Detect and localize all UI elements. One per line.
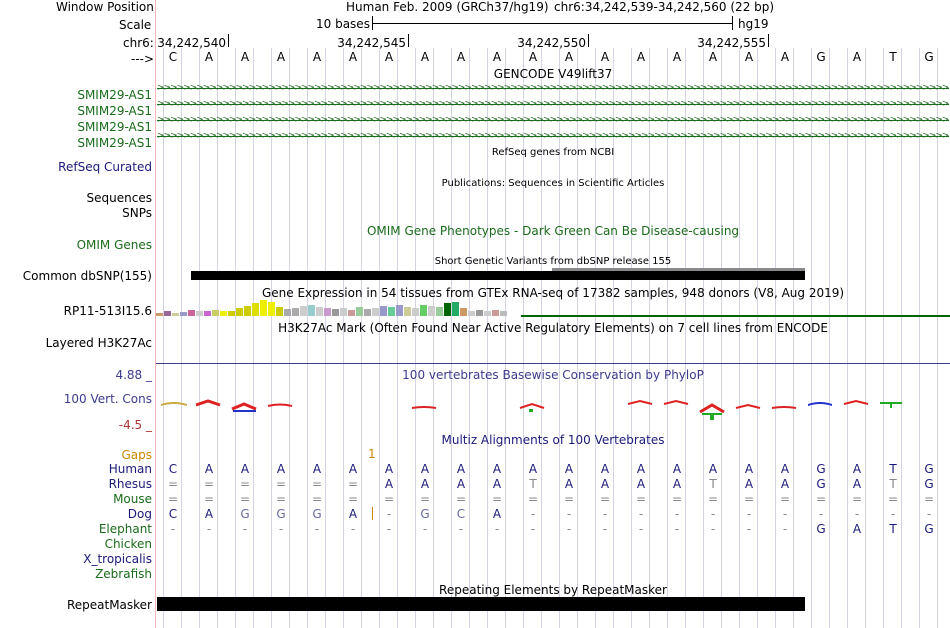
gtex-tissue-bar[interactable] [436,307,443,316]
alignment-base: - [314,522,320,536]
gencode-title: GENCODE V49lift37 [493,67,613,81]
phylop-logo [156,398,950,422]
alignment-base: A [384,462,394,476]
gtex-tissue-bar[interactable] [364,309,371,316]
alignment-base: - [890,507,896,521]
gtex-tissue-bar[interactable] [260,300,267,316]
cons-max-label: 4.88 _ [115,368,152,382]
gtex-tissue-bar[interactable] [196,311,203,316]
gtex-tissue-bar[interactable] [180,312,187,316]
gencode-transcript-arrows [157,132,949,141]
h3k27-label[interactable]: Layered H3K27Ac [45,336,152,350]
scale-text: 10 bases [316,17,370,31]
alignment-base: - [242,522,248,536]
alignment-base: A [492,462,502,476]
alignment-base: A [348,507,358,521]
alignment-base: C [168,507,178,521]
sequence-base: A [240,50,250,64]
sequences-label[interactable]: Sequences [86,191,152,205]
alignment-base: - [602,522,608,536]
gtex-tissue-bar[interactable] [284,309,291,316]
gtex-tissue-bar[interactable] [292,308,299,316]
alignment-base: - [206,522,212,536]
alignment-base: A [708,462,718,476]
assembly-text: Human Feb. 2009 (GRCh37/hg19) [346,0,549,14]
gtex-tissue-bar[interactable] [316,307,323,316]
alignment-base: = [347,477,359,491]
alignment-base: A [312,462,322,476]
alignment-base: = [599,492,611,506]
alignment-base: A [564,462,574,476]
snps-label[interactable]: SNPs [122,206,152,220]
species-label[interactable]: Human [108,462,152,476]
sequence-base: A [744,50,754,64]
alignment-base: = [347,492,359,506]
species-label[interactable]: Dog [127,507,152,521]
sequence-base: A [348,50,358,64]
alignment-base: A [780,462,790,476]
alignment-base: A [672,477,682,491]
refseq-label[interactable]: RefSeq Curated [58,160,152,174]
alignment-base: = [311,477,323,491]
alignment-base: - [746,522,752,536]
sequence-base: A [600,50,610,64]
alignment-base: A [420,477,430,491]
alignment-base: - [818,507,824,521]
sequence-base: G [924,50,934,64]
h3k27-baseline [156,363,950,364]
gtex-tissue-bar[interactable] [420,305,427,316]
alignment-base: = [275,492,287,506]
dbsnp-variant-bar[interactable] [191,271,805,280]
sequence-base: A [384,50,394,64]
window-position-label: Window Position [56,0,154,14]
alignment-base: G [924,477,934,491]
sequence-base: A [420,50,430,64]
alignment-base: G [924,462,934,476]
gencode-transcript-label[interactable]: SMIM29-AS1 [77,104,152,118]
alignment-base: A [492,477,502,491]
sequence-base: A [204,50,214,64]
alignment-base: - [746,507,752,521]
gtex-label[interactable]: RP11-513I15.6 [63,304,152,318]
alignment-base: = [239,477,251,491]
gtex-tissue-bar[interactable] [228,311,235,316]
gtex-tissue-bar[interactable] [244,306,251,316]
alignment-base: G [816,522,826,536]
alignment-base: G [924,522,934,536]
gtex-tissue-bar[interactable] [212,310,219,316]
alignment-base: - [278,522,284,536]
gtex-tissue-bar[interactable] [332,309,339,316]
alignment-base: A [600,477,610,491]
alignment-base: - [926,507,932,521]
ruler-tick-label: 34,242,540 [157,36,226,50]
alignment-base: - [638,522,644,536]
gtex-tissue-bar[interactable] [428,306,435,316]
gtex-tissue-bar[interactable] [276,307,283,316]
gencode-transcript-label[interactable]: SMIM29-AS1 [77,120,152,134]
alignment-base: A [492,507,502,521]
alignment-base: T [889,522,897,536]
alignment-base: = [239,492,251,506]
alignment-base: = [203,492,215,506]
gtex-tissue-bar[interactable] [220,311,227,316]
gap-insertion-bar [372,507,373,520]
alignment-base: A [420,462,430,476]
alignment-base: - [422,522,428,536]
gtex-tissue-bar[interactable] [404,307,411,316]
alignment-base: - [170,522,176,536]
gtex-tissue-bar[interactable] [348,310,355,316]
alignment-base: = [851,492,863,506]
sequence-base: A [564,50,574,64]
gtex-tissue-bar[interactable] [372,308,379,316]
sequence-base: C [168,50,178,64]
alignment-base: = [167,477,179,491]
alignment-base: - [530,507,536,521]
alignment-base: A [636,477,646,491]
omim-label[interactable]: OMIM Genes [76,238,152,252]
alignment-base: = [671,492,683,506]
gtex-tissue-bar[interactable] [340,308,347,316]
gtex-tissue-bar[interactable] [324,308,331,316]
ruler-tick-mark [768,34,769,47]
sequence-base: T [889,50,897,64]
ruler-tick-mark [408,34,409,47]
gtex-tissue-bar[interactable] [468,311,475,316]
gtex-tissue-bar[interactable] [444,303,451,316]
gtex-tissue-bar[interactable] [268,302,275,316]
alignment-base: = [455,492,467,506]
gtex-tissue-bar[interactable] [236,308,243,316]
scale-label: Scale [119,18,152,32]
repeat-element-bar[interactable] [157,597,805,611]
alignment-base: A [564,477,574,491]
alignment-base: = [923,492,935,506]
alignment-base: A [780,477,790,491]
alignment-base: A [348,462,358,476]
alignment-base: = [275,477,287,491]
alignment-base: - [494,522,500,536]
gtex-title: Gene Expression in 54 tissues from GTEx RNA-seq of 17382 samples, 948 donors (V8, Aug 2019) [261,286,845,300]
gaps-label: Gaps [121,448,152,462]
repeat-label[interactable]: RepeatMasker [66,598,152,612]
gtex-baseline [521,315,950,317]
gtex-tissue-bar[interactable] [204,311,211,316]
gtex-tissue-bar[interactable] [380,306,387,316]
sequence-base: A [528,50,538,64]
refseq-title: RefSeq genes from NCBI [491,147,615,158]
species-label[interactable]: Elephant [98,522,152,536]
gtex-tissue-bar[interactable] [164,311,171,316]
cons-min-label: -4.5 _ [118,418,152,432]
sequence-base: A [852,50,862,64]
alignment-base: A [528,462,538,476]
alignment-base: A [672,462,682,476]
alignment-base: = [167,492,179,506]
alignment-base: - [386,507,392,521]
sequence-base: A [276,50,286,64]
species-label[interactable]: Rhesus [108,477,152,491]
alignment-base: A [744,462,754,476]
alignment-base: - [782,522,788,536]
gtex-tissue-bar[interactable] [460,308,467,316]
alignment-base: = [383,492,395,506]
alignment-base: G [240,507,250,521]
alignment-base: T [889,477,897,491]
gencode-transcript-arrows [157,116,949,125]
multiz-title: Multiz Alignments of 100 Vertebrates [441,433,665,447]
alignment-base: A [240,462,250,476]
sequence-base: A [672,50,682,64]
gtex-tissue-bar[interactable] [308,305,315,316]
alignment-base: - [710,507,716,521]
gtex-tissue-bar[interactable] [484,311,491,316]
alignment-base: - [458,522,464,536]
alignment-base: A [852,477,862,491]
alignment-base: A [852,462,862,476]
phylop-title: 100 vertebrates Basewise Conservation by PhyloP [402,368,704,382]
alignment-base: T [529,477,537,491]
dbsnp-label[interactable]: Common dbSNP(155) [22,269,152,283]
gtex-expression-chart[interactable] [156,298,950,316]
alignment-base: T [709,477,717,491]
ruler-tick-mark [228,34,229,47]
gencode-transcript-label[interactable]: SMIM29-AS1 [77,136,152,150]
alignment-base: C [456,507,466,521]
repeat-title: Repeating Elements by RepeatMasker [439,583,667,597]
alignment-base: = [743,492,755,506]
alignment-base: C [168,462,178,476]
alignment-base: G [816,477,826,491]
scale-assembly: hg19 [738,17,769,31]
alignment-base: A [852,522,862,536]
chr-label: chr6: [123,36,154,50]
alignment-base: = [527,492,539,506]
alignment-base: - [350,522,356,536]
alignment-base: = [419,492,431,506]
gencode-transcript-label[interactable]: SMIM29-AS1 [77,88,152,102]
alignment-base: = [311,492,323,506]
alignment-base: = [563,492,575,506]
species-label[interactable]: X_tropicalis [83,552,152,566]
gtex-tissue-bar[interactable] [356,307,363,316]
alignment-base: - [638,507,644,521]
sequence-base: A [708,50,718,64]
sequence-base: G [816,50,826,64]
alignment-base: A [744,477,754,491]
species-label[interactable]: Zebrafish [95,567,152,581]
gtex-tissue-bar[interactable] [492,310,499,316]
alignment-base: A [600,462,610,476]
ruler-tick-label: 34,242,550 [517,36,586,50]
alignment-base: A [384,477,394,491]
h3k27-title: H3K27Ac Mark (Often Found Near Active Regulatory Elements) on 7 cell lines from ENCODE [278,321,828,335]
gtex-tissue-bar[interactable] [156,313,163,316]
gtex-tissue-bar[interactable] [252,303,259,316]
gencode-transcript-arrows [157,100,949,109]
gencode-transcript-arrows [157,84,949,93]
ruler-tick-label: 34,242,555 [697,36,766,50]
alignment-base: G [276,507,286,521]
gtex-tissue-bar[interactable] [300,306,307,316]
alignment-base: = [203,477,215,491]
gtex-tissue-bar[interactable] [396,305,403,316]
gtex-tissue-bar[interactable] [388,307,395,316]
scale-bar [372,23,733,24]
alignment-base: = [887,492,899,506]
cons-label[interactable]: 100 Vert. Cons [63,392,152,406]
omim-title: OMIM Gene Phenotypes - Dark Green Can Be Disease-causing [366,224,740,238]
alignment-base: A [204,507,214,521]
alignment-base: = [779,492,791,506]
alignment-base: - [566,522,572,536]
publications-title: Publications: Sequences in Scientific Articles [441,178,665,189]
ruler-tick-label: 34,242,545 [337,36,406,50]
gtex-tissue-bar[interactable] [412,308,419,316]
gtex-tissue-bar[interactable] [500,311,507,316]
alignment-base: - [710,522,716,536]
alignment-base: G [312,507,322,521]
gtex-tissue-bar[interactable] [188,310,195,316]
alignment-base: A [276,462,286,476]
alignment-base: = [635,492,647,506]
alignment-base: = [707,492,719,506]
alignment-base: - [854,507,860,521]
ruler-tick-mark [588,34,589,47]
alignment-base: - [602,507,608,521]
sequence-base: A [456,50,466,64]
species-label[interactable]: Mouse [113,492,152,506]
position-text[interactable]: chr6:34,242,539-34,242,560 (22 bp) [554,0,775,14]
alignment-base: A [456,477,466,491]
alignment-base: A [204,462,214,476]
sequence-base: A [492,50,502,64]
alignment-base: G [816,462,826,476]
alignment-base: - [674,507,680,521]
alignment-base: T [889,462,897,476]
alignment-base: - [674,522,680,536]
alignment-base: A [636,462,646,476]
gtex-tissue-bar[interactable] [452,302,459,316]
sequence-base: A [636,50,646,64]
alignment-base: = [815,492,827,506]
gap-marker: 1 [368,447,376,461]
alignment-base: - [530,522,536,536]
dbsnp-title: Short Genetic Variants from dbSNP release 155 [434,256,672,267]
alignment-base: = [491,492,503,506]
scale-bar-right [732,16,733,30]
alignment-base: A [456,462,466,476]
alignment-base: - [386,522,392,536]
sequence-base: A [312,50,322,64]
gtex-tissue-bar[interactable] [172,313,179,316]
strand-label: ---> [131,52,155,66]
alignment-base: - [782,507,788,521]
species-label[interactable]: Chicken [104,537,152,551]
alignment-base: - [566,507,572,521]
gtex-tissue-bar[interactable] [476,310,483,316]
alignment-base: G [420,507,430,521]
sequence-base: A [780,50,790,64]
